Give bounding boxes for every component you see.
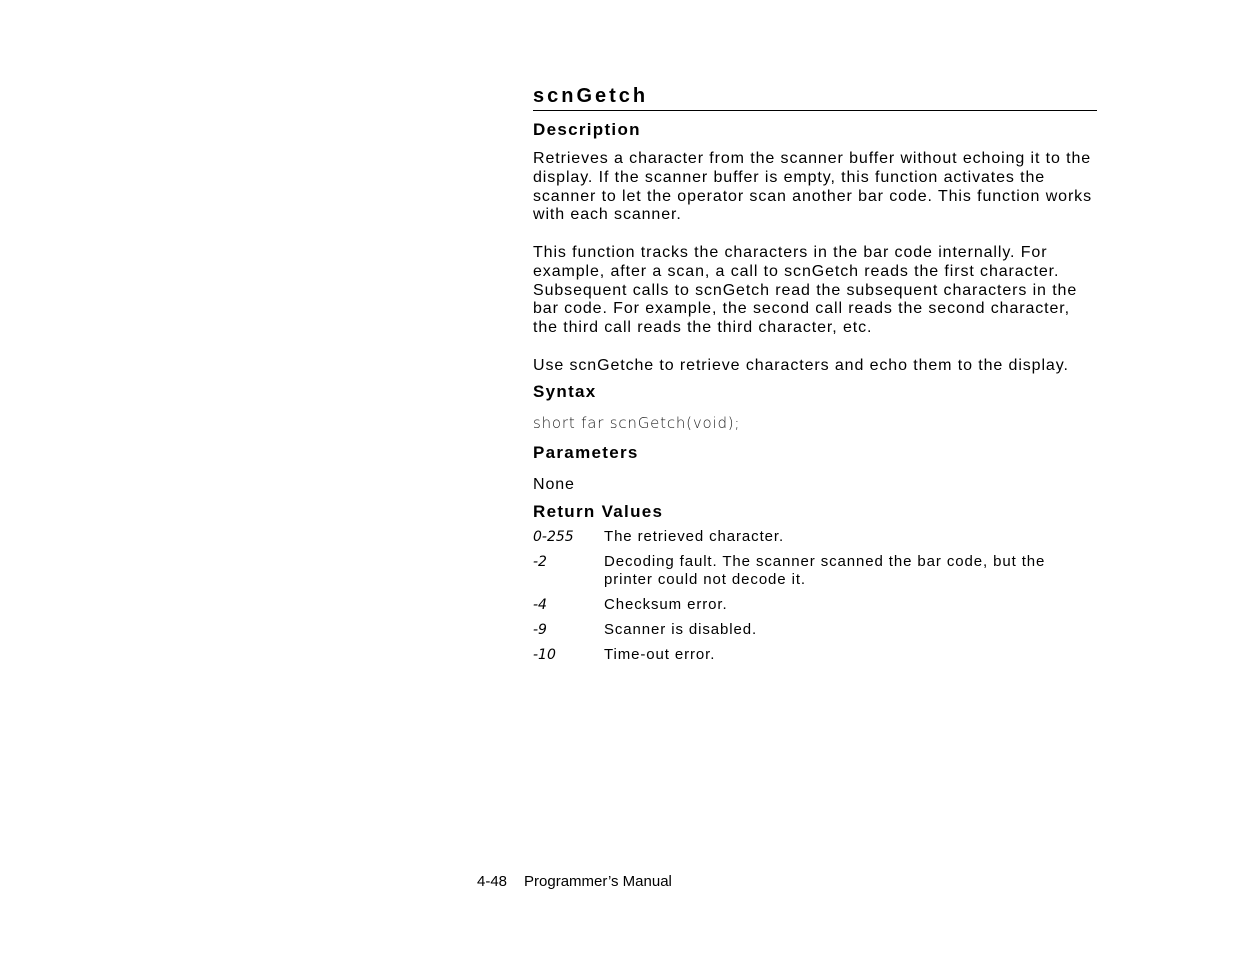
return-value-row	[533, 646, 1097, 664]
page-footer	[477, 872, 672, 892]
return-value-code: -4	[533, 596, 547, 613]
parameters-heading: Parameters	[533, 442, 639, 462]
return-value-description: Scanner is disabled.	[604, 620, 758, 638]
return-value-description: The retrieved character.	[604, 527, 785, 545]
return-value-code: -9	[533, 621, 547, 638]
return-values-table	[533, 528, 1097, 664]
description-paragraph-3: Use scnGetche to retrieve characters and echo them to the display.	[533, 356, 1069, 374]
return-value-row	[533, 553, 1097, 589]
function-reference-section	[533, 82, 1097, 671]
return-values-heading: Return Values	[533, 501, 664, 521]
parameters-value: None	[533, 475, 575, 493]
description-paragraph-2: This function tracks the characters in the bar code internally. For example, after a scan, a call to scnGetch reads the first character. Subsequent calls to scnGetch read the subsequent characters in the bar code. For example, the second call reads the second character, the third call reads the third character, etc.	[533, 243, 1078, 337]
function-title: scnGetch	[533, 82, 1097, 111]
return-value-description: Time-out error.	[604, 645, 716, 663]
return-value-row	[533, 596, 1097, 614]
description-paragraph-1: Retrieves a character from the scanner buffer without echoing it to the display. If the scanner buffer is empty, this function activates the scanner to let the operator scan another bar code. This function works with each scanner.	[533, 150, 1092, 224]
return-value-row	[533, 528, 1097, 546]
return-value-description: Decoding fault. The scanner scanned the bar code, but the printer could not decode it.	[604, 552, 1046, 588]
manual-title: Programmer’s Manual	[524, 873, 672, 890]
syntax-signature: short far scnGetch(void);	[533, 413, 741, 432]
return-value-code: -2	[533, 553, 547, 570]
return-value-row	[533, 621, 1097, 639]
syntax-heading: Syntax	[533, 381, 597, 401]
page-number: 4-48	[477, 873, 508, 890]
return-value-description: Checksum error.	[604, 595, 728, 613]
return-value-code: -10	[533, 646, 556, 663]
description-heading: Description	[533, 120, 641, 139]
return-value-code: 0-255	[533, 528, 574, 545]
